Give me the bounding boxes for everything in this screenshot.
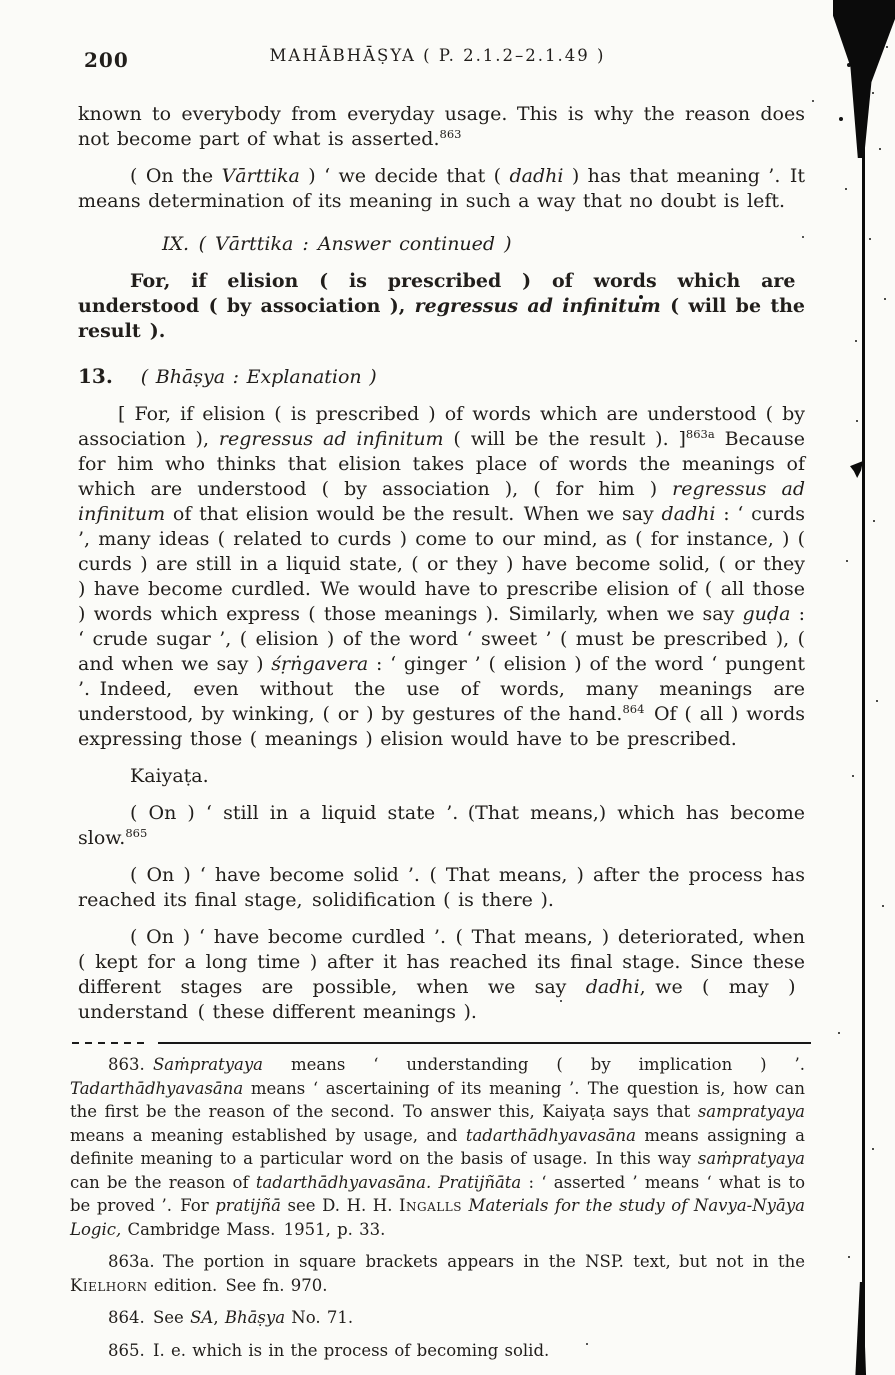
footnote-865: 865. I. e. which is in the process of becoming solid.	[108, 1340, 550, 1360]
para-continued: known to everybody from everyday usage. This is why the reason does not become part of what is asserted.$^{863}$	[78, 103, 805, 150]
body-paragraphs	[70, 102, 805, 1025]
para-on-varttika: ( On the Vārttika ) ‘ we decide that ( dadhi ) has that meaning ’. It means determination of its meaning in such a way that no doubt is left.	[78, 165, 806, 212]
page-number: 200	[84, 48, 129, 72]
running-title: MAHĀBHĀṢYA ( P. 2.1.2–2.1.49 )	[269, 46, 606, 65]
para-kaiyata-curdled: ( On ) ‘ have become curdled ’. ( That means, ) deteriorated, when ( kept for a long time ) after it has reached its final stage. Since these different stages are possible, when we say dadhi, we ( may ) understand ( these different meanings ).	[78, 926, 805, 1023]
separator-line	[158, 1042, 811, 1044]
footnotes-section	[70, 1053, 805, 1362]
separator-gap	[150, 1042, 158, 1044]
para-kaiyata-label: Kaiyaṭa.	[130, 765, 209, 787]
footnote-864: 864. See SA, Bhāṣya No. 71.	[108, 1308, 354, 1327]
footnote-separator	[72, 1041, 805, 1044]
heading-varttika-ix: IX. ( Vārttika : Answer continued )	[162, 233, 512, 255]
para-varttika-statement: For, if elision ( is prescribed ) of words which are understood ( by association ), regressus ad infinitum ( will be the result ).	[78, 270, 806, 342]
separator-dashes	[72, 1042, 150, 1044]
footnote-863a: 863a. The portion in square brackets appears in the NSP. text, but not in the Kielhorn edition. See fn. 970.	[70, 1252, 805, 1295]
heading-bhasya-13: 13. ( Bhāṣya : Explanation )	[78, 364, 377, 388]
scan-artifact-edge-line	[862, 0, 865, 1375]
scan-artifact-speckles	[0, 0, 2, 2]
para-kaiyata-solid: ( On ) ‘ have become solid ’. ( That means, ) after the process has reached its final stage, solidification ( is there ).	[78, 864, 805, 911]
footnote-863: 863. Saṁpratyaya means ‘ understanding ( by implication ) ’. Tadarthādhyavasāna means ‘ ascertaining of its meaning ’. The question is, how can the first be the reason of the second. To answer this, Kaiyaṭa says that sampratyaya means a meaning established by usage, and tadarthādhyavasāna means assigning a definite meaning to a particular word on the basis of usage. In this way saṁpratyaya can be the reason of tadarthādhyavasāna. Pratijñāta : ‘ asserted ’ means ‘ what is to be proved ’. For pratijñā see D. H. H. Ingalls Materials for the study of Navya-Nyāya Logic, Cambridge Mass. 1951, p. 33.	[70, 1055, 806, 1239]
para-bhasya: [ For, if elision ( is prescribed ) of words which are understood ( by association ), regressus ad infinitum ( will be the result ). ]$^{863a}$ Because for him who thinks that elision takes place of words the meanings of which are understood ( by association ), ( for him ) regressus ad infinitum of that elision would be the result. When we say dadhi : ‘ curds ’, many ideas ( related to curds ) come to our mind, as ( for instance, ) ( curds ) are still in a liquid state, ( or they ) have become solid, ( or they ) have become curdled. We would have to prescribe elision of ( all those ) words which express ( those meanings ). Similarly, when we say guḍa : ‘ crude sugar ’, ( elision ) of the word ‘ sweet ’ ( must be prescribed ), ( and when we say ) śṛṅgavera : ‘ ginger ’ ( elision ) of the word ‘ pungent ’. Indeed, even without the use of words, many meanings are understood, by winking, ( or ) by gestures of the hand.$^{864}$ Of ( all ) words expressing those ( meanings ) elision would have to be prescribed.	[78, 403, 805, 750]
para-kaiyata-liquid: ( On ) ‘ still in a liquid state ’. (That means,) which has become slow.$^{865}$	[78, 802, 805, 849]
page-header	[70, 46, 805, 74]
